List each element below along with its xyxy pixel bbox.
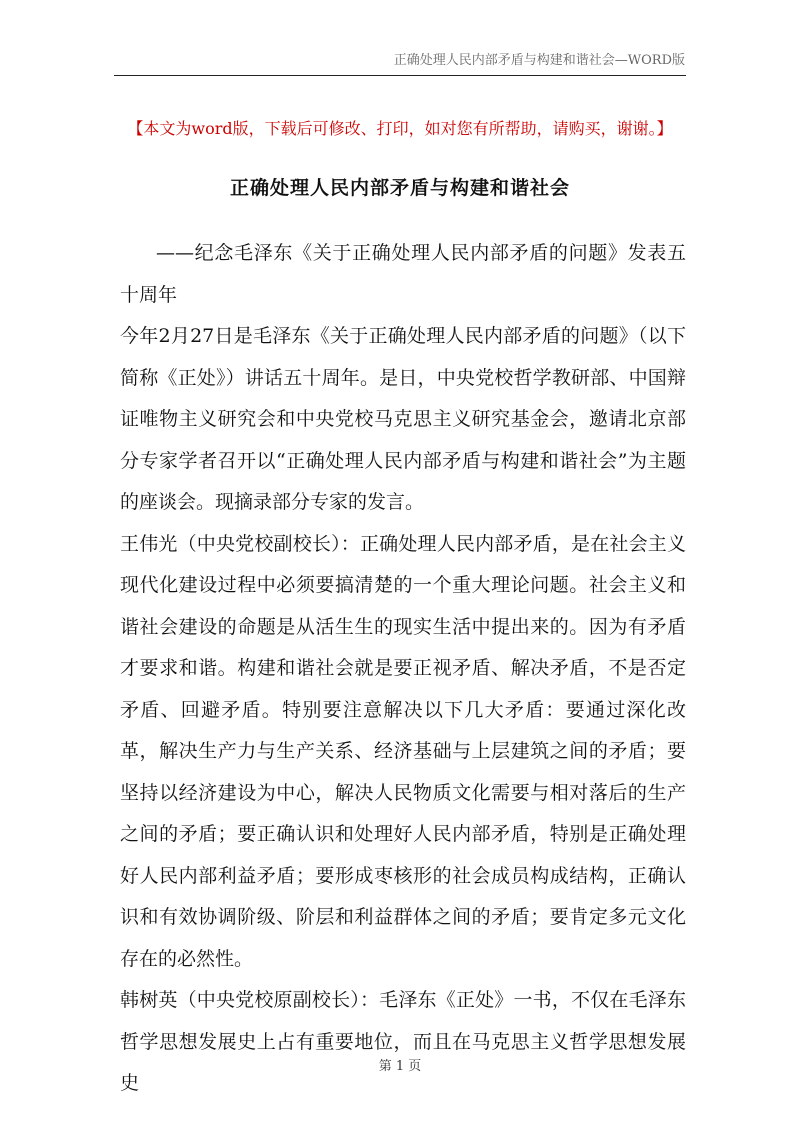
running-header: 正确处理人民内部矛盾与构建和谐社会—WORD版 [393, 53, 685, 68]
document-subtitle: ——纪念毛泽东《关于正确处理人民内部矛盾的问题》发表五十周年 [120, 242, 686, 306]
document-body [120, 233, 686, 1105]
paragraph-wang-weiguang: 王伟光（中央党校副校长）：正确处理人民内部矛盾，是在社会主义现代化建设过程中必须要搞清楚的一个重大理论问题。社会主义和谐社会建设的命题是从活生生的现实生活中提出来的。因为有矛盾才要求和谐。构建和谐社会就是要正视矛盾、解决矛盾，不是否定矛盾、回避矛盾。特别要注意解决以下几大矛盾：要通过深化改革，解决生产力与生产关系、经济基础与上层建筑之间的矛盾；要坚持以经济建设为中心，解决人民物质文化需要与相对落后的生产之间的矛盾；要正确认识和处理好人民内部矛盾，特别是正确处理好人民内部利益矛盾；要形成枣核形的社会成员构成结构，正确认识和有效协调阶级、阶层和利益群体之间的矛盾；要肯定多元文化存在的必然性。 [120, 532, 686, 970]
paragraph-intro: 今年2月27日是毛泽东《关于正确处理人民内部矛盾的问题》（以下简称《正处》）讲话五十周年。是日，中央党校哲学教研部、中国辩证唯物主义研究会和中央党校马克思主义研究基金会，邀请北京部分专家学者召开以“正确处理人民内部矛盾与构建和谐社会”为主题的座谈会。现摘录部分专家的发言。 [120, 325, 686, 513]
paragraph-han-shuying: 韩树英（中央党校原副校长）：毛泽东《正处》一书，不仅在毛泽东哲学思想发展史上占有重要地位，而且在马克思主义哲学思想发展史 [120, 989, 686, 1094]
purchase-notice: 【本文为word版，下载后可修改、打印，如对您有所帮助，请购买，谢谢。】 [127, 119, 673, 138]
document-title: 正确处理人民内部矛盾与构建和谐社会 [229, 177, 570, 199]
header-divider [114, 75, 686, 76]
page-number: 第 1 页 [378, 1059, 422, 1074]
